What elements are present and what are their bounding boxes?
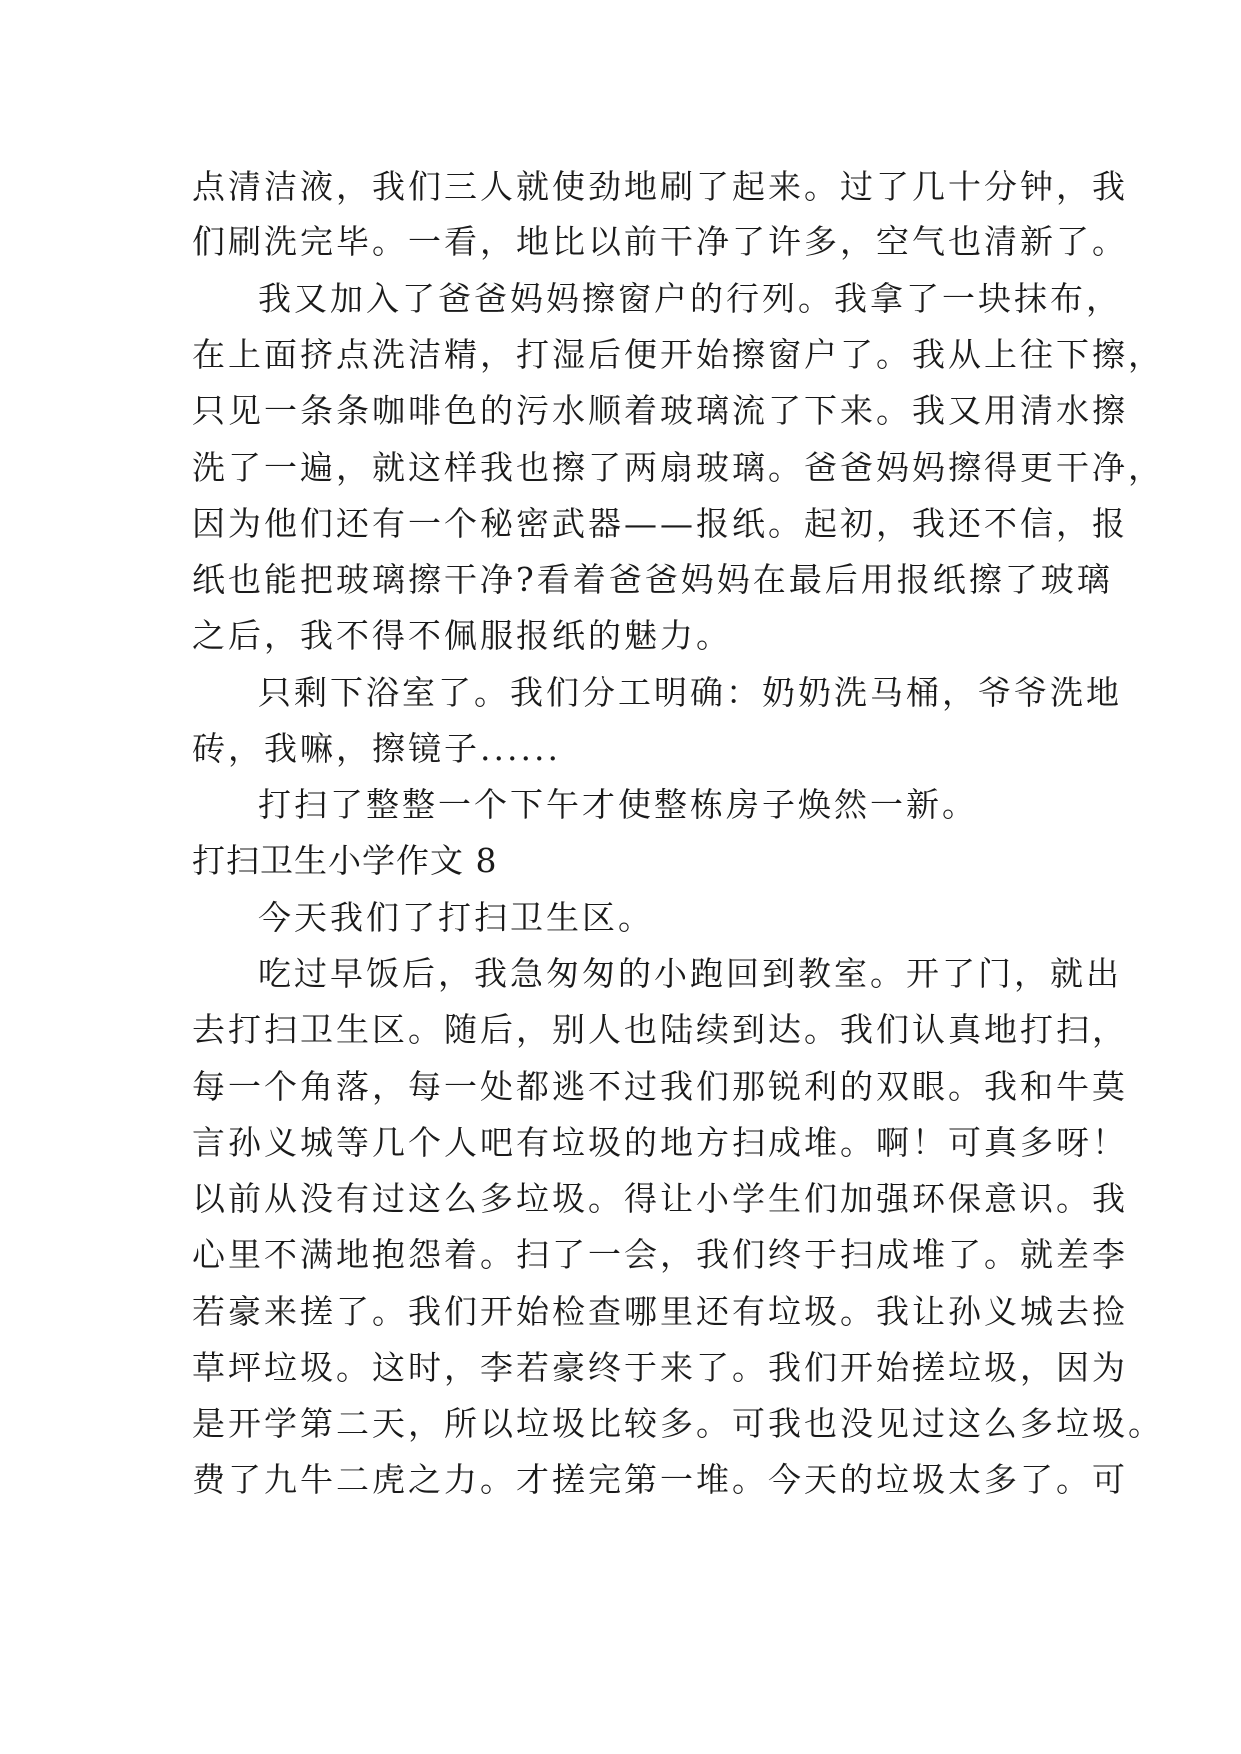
- section-heading: 打扫卫生小学作文 8: [192, 841, 498, 880]
- text-line: 砖，我嘛，擦镜子......: [192, 729, 561, 768]
- text-line: 们刷洗完毕。一看，地比以前干净了许多，空气也清新了。: [192, 222, 1128, 261]
- text-line: 若豪来搓了。我们开始检查哪里还有垃圾。我让孙义城去捡: [192, 1292, 1128, 1331]
- text-line: 点清洁液，我们三人就使劲地刷了起来。过了几十分钟，我: [192, 167, 1128, 206]
- text-line: 纸也能把玻璃擦干净?看着爸爸妈妈在最后用报纸擦了玻璃: [192, 560, 1113, 599]
- text-line: 每一个角落，每一处都逃不过我们那锐利的双眼。我和牛莫: [192, 1067, 1128, 1106]
- text-line: 只剩下浴室了。我们分工明确：奶奶洗马桶，爷爷洗地: [258, 673, 1122, 712]
- text-line: 今天我们了打扫卫生区。: [258, 898, 654, 937]
- text-line: 费了九牛二虎之力。才搓完第一堆。今天的垃圾太多了。可: [192, 1460, 1128, 1499]
- text-line: 打扫了整整一个下午才使整栋房子焕然一新。: [258, 785, 978, 824]
- text-line: 心里不满地抱怨着。扫了一会，我们终于扫成堆了。就差李: [192, 1235, 1128, 1274]
- text-line: 洗了一遍，就这样我也擦了两扇玻璃。爸爸妈妈擦得更干净，: [192, 448, 1164, 487]
- text-line: 草坪垃圾。这时，李若豪终于来了。我们开始搓垃圾，因为: [192, 1348, 1128, 1387]
- text-line: 是开学第二天，所以垃圾比较多。可我也没见过这么多垃圾。: [192, 1404, 1164, 1443]
- text-line: 我又加入了爸爸妈妈擦窗户的行列。我拿了一块抹布，: [258, 279, 1122, 318]
- text-line: 吃过早饭后，我急匆匆的小跑回到教室。开了门，就出: [258, 954, 1122, 993]
- text-line: 以前从没有过这么多垃圾。得让小学生们加强环保意识。我: [192, 1179, 1128, 1218]
- text-line: 在上面挤点洗洁精，打湿后便开始擦窗户了。我从上往下擦，: [192, 335, 1164, 374]
- text-line: 去打扫卫生区。随后，别人也陆续到达。我们认真地打扫，: [192, 1010, 1128, 1049]
- text-line: 因为他们还有一个秘密武器——报纸。起初，我还不信，报: [192, 504, 1128, 543]
- text-line: 之后，我不得不佩服报纸的魅力。: [192, 616, 732, 655]
- text-line: 只见一条条咖啡色的污水顺着玻璃流了下来。我又用清水擦: [192, 391, 1128, 430]
- text-line: 言孙义城等几个人吧有垃圾的地方扫成堆。啊！可真多呀！: [192, 1123, 1128, 1162]
